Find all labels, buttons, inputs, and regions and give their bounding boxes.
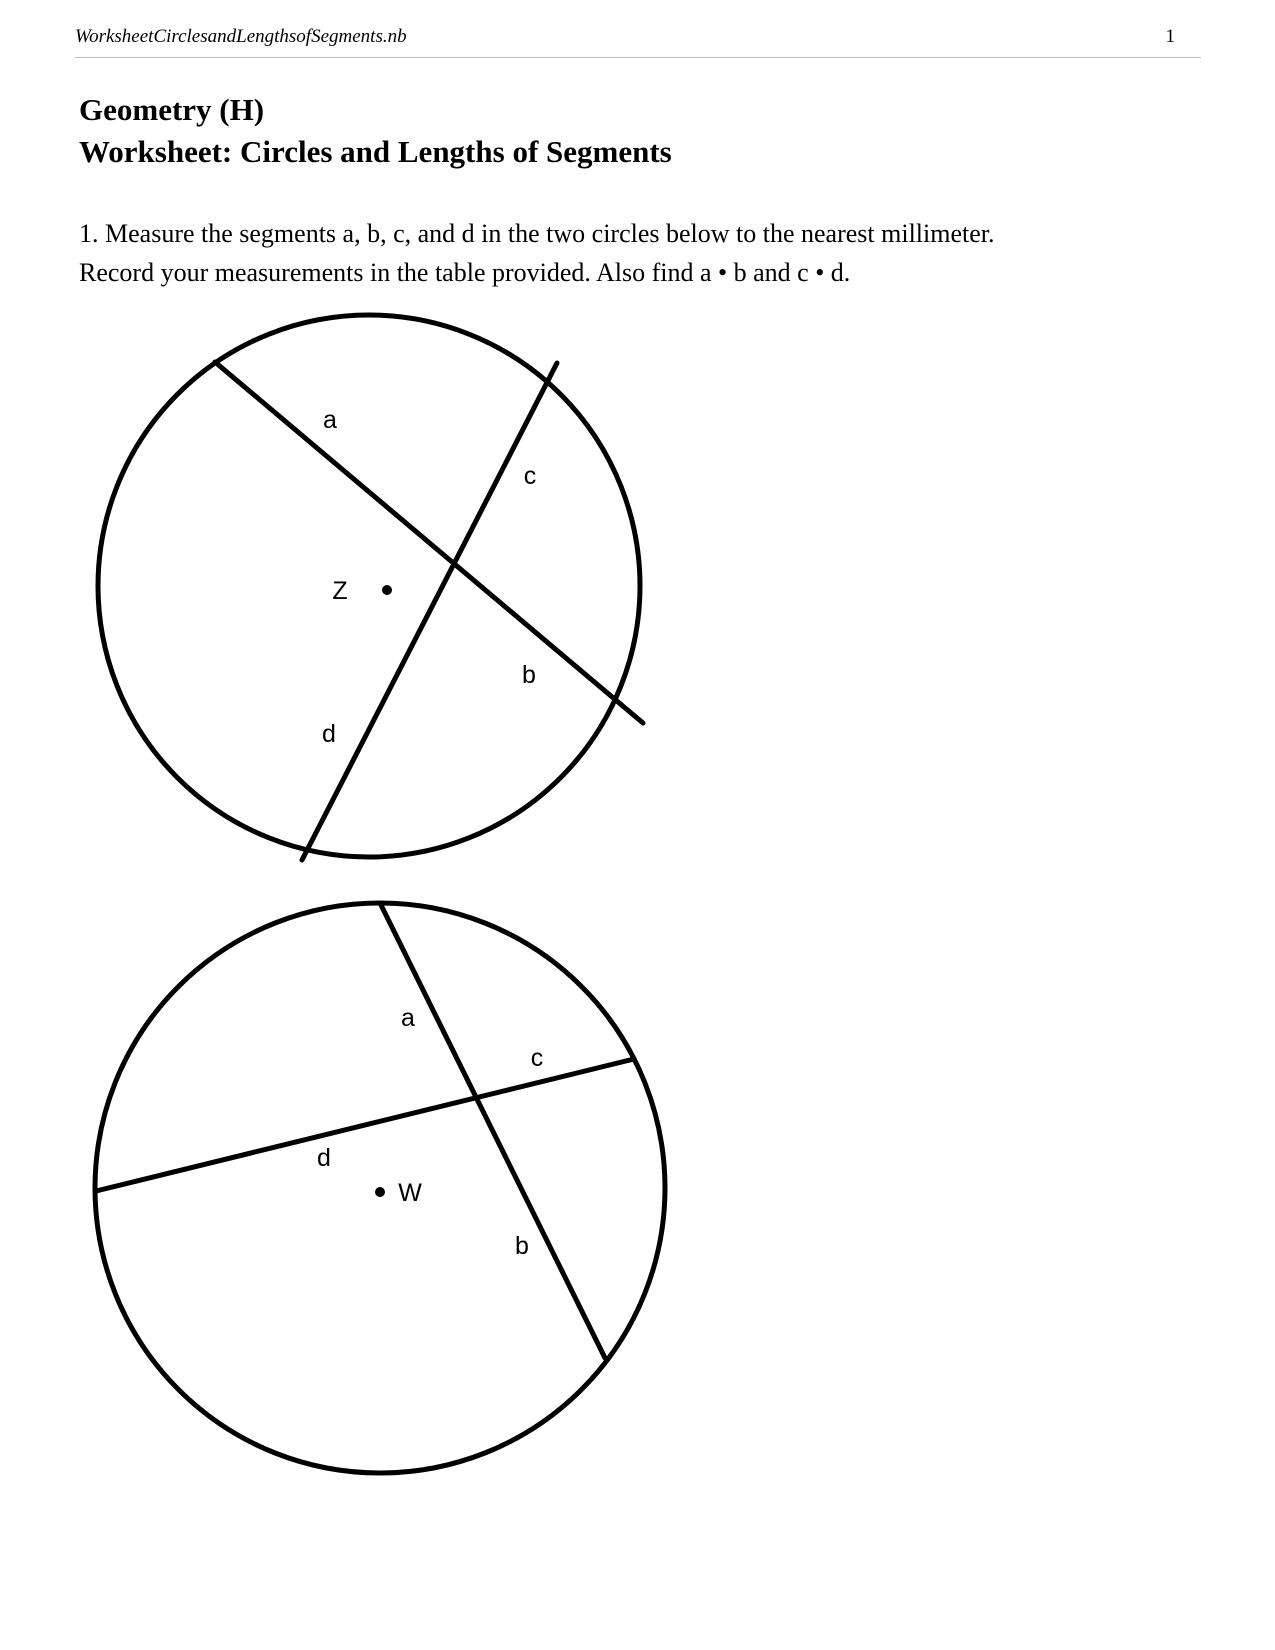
center-label-w: W [398,1179,422,1207]
page-number: 1 [1165,26,1175,47]
segment-label-b-z: b [522,661,536,689]
title-worksheet: Worksheet: Circles and Lengths of Segments [79,134,672,169]
header-filename: WorksheetCirclesandLengthsofSegments.nb [75,26,407,47]
circle-z [98,315,640,857]
segment-label-c-w: c [530,1044,544,1072]
segment-label-a-z: a [323,406,337,434]
center-label-z: Z [332,577,348,605]
question-1-line-2: Record your measurements in the table provided. Also find a • b and c • d. [79,258,851,287]
segment-label-d-z: d [322,720,336,748]
segment-label-d-w: d [317,1144,331,1172]
chord-cd-z [302,363,557,860]
center-point-z [382,585,392,595]
question-1-line-1: 1. Measure the segments a, b, c, and d in the two circles below to the nearest millimeter. [79,219,995,248]
circle-w-figure [95,903,665,1473]
segment-label-a-w: a [401,1004,415,1032]
chord-cd-w [96,1059,634,1191]
segment-label-c-z: c [523,462,537,490]
title-course: Geometry (H) [79,92,265,127]
chord-ab-w [380,903,605,1358]
circle-z-figure [98,315,643,860]
segment-label-b-w: b [515,1232,529,1260]
center-point-w [375,1187,385,1197]
